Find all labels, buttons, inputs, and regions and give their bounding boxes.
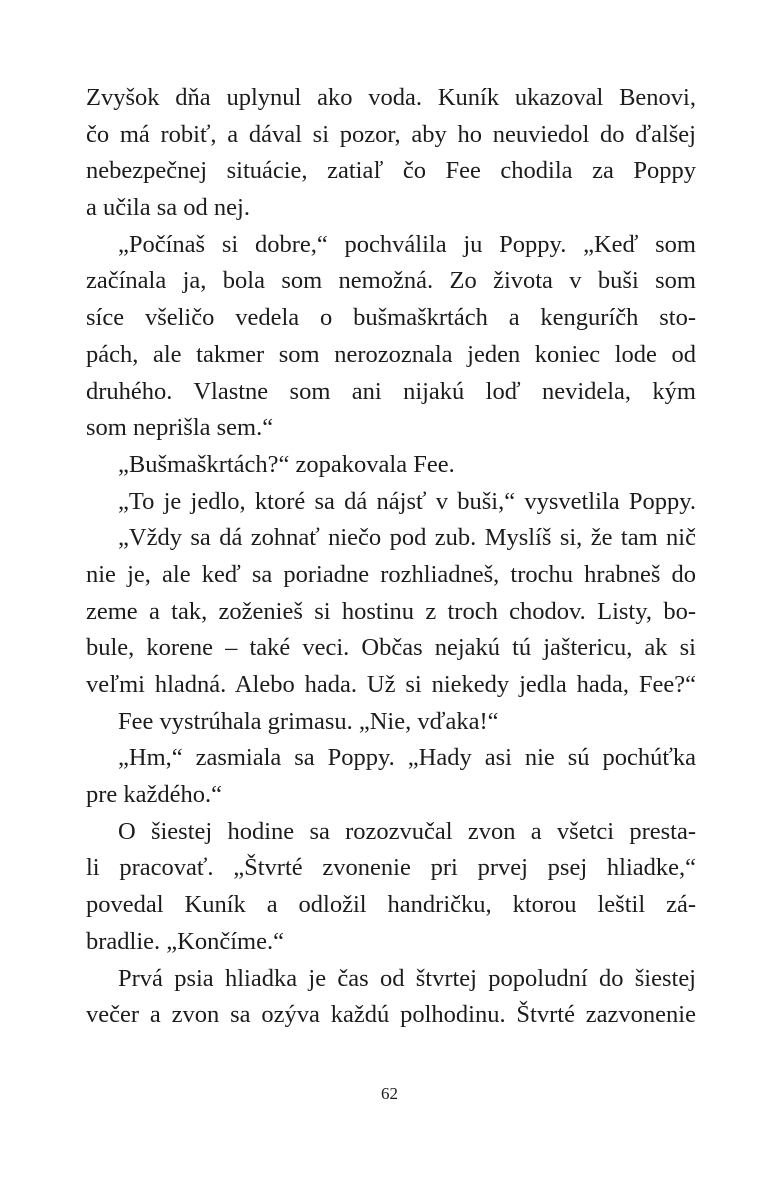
text-line: Fee vystrúhala grimasu. „Nie, vďaka!“ — [118, 707, 499, 735]
text-line: nie je, ale keď sa poriadne rozhliadneš, trochu hrabneš do — [86, 560, 696, 588]
page-number: 62 — [381, 1084, 398, 1103]
text-line: síce všeličo vedela o bušmaškrtách a kenguríčh sto- — [86, 304, 696, 332]
text-line: nebezpečnej situácie, zatiaľ čo Fee chodila za Poppy — [86, 157, 696, 185]
text-line: začínala ja, bola som nemožná. Zo života v buši som — [86, 267, 696, 295]
text-line: veľmi hladná. Alebo hada. Už si niekedy jedla hada, Fee?“ — [86, 671, 696, 698]
text-line: Zvyšok dňa uplynul ako voda. Kuník ukazoval Benovi, — [86, 84, 696, 111]
text-line: „Počínaš si dobre,“ pochválila ju Poppy. „Keď som — [118, 230, 696, 258]
text-line: „Vždy sa dá zohnať niečo pod zub. Myslíš si, že tam nič — [118, 524, 696, 552]
text-line: Prvá psia hliadka je čas od štvrtej popoludní do šiestej — [118, 964, 696, 992]
text-line: povedal Kuník a odložil handričku, ktorou leštil zá- — [86, 891, 696, 919]
text-line: „To je jedlo, ktoré sa dá nájsť v buši,“ vysvetlila Poppy. — [118, 487, 696, 515]
body-text — [86, 80, 696, 1034]
text-line: večer a zvon sa ozýva každú polhodinu. Štvrté zazvonenie — [86, 1001, 696, 1029]
text-line: bule, korene – také veci. Občas nejakú tú jaštericu, ak si — [86, 634, 696, 662]
text-line: O šiestej hodine sa rozozvučal zvon a všetci presta- — [118, 817, 696, 845]
text-line: „Bušmaškrtách?“ zopakovala Fee. — [118, 450, 455, 478]
text-line: „Hm,“ zasmiala sa Poppy. „Hady asi nie sú pochúťka — [118, 744, 696, 772]
text-line: pre každého.“ — [86, 781, 223, 809]
text-line: li pracovať. „Štvrté zvonenie pri prvej psej hliadke,“ — [86, 854, 696, 882]
text-line: a učila sa od nej. — [86, 194, 250, 222]
text-line: druhého. Vlastne som ani nijakú loď nevidela, kým — [86, 377, 696, 405]
text-line: bradlie. „Končíme.“ — [86, 927, 284, 955]
text-line: som neprišla sem.“ — [86, 414, 274, 442]
text-line: čo má robiť, a dával si pozor, aby ho neuviedol do ďalšej — [86, 120, 696, 148]
text-line: pách, ale takmer som nerozoznala jeden koniec lode od — [86, 340, 696, 368]
text-line: zeme a tak, zoženieš si hostinu z troch chodov. Listy, bo- — [86, 597, 696, 625]
